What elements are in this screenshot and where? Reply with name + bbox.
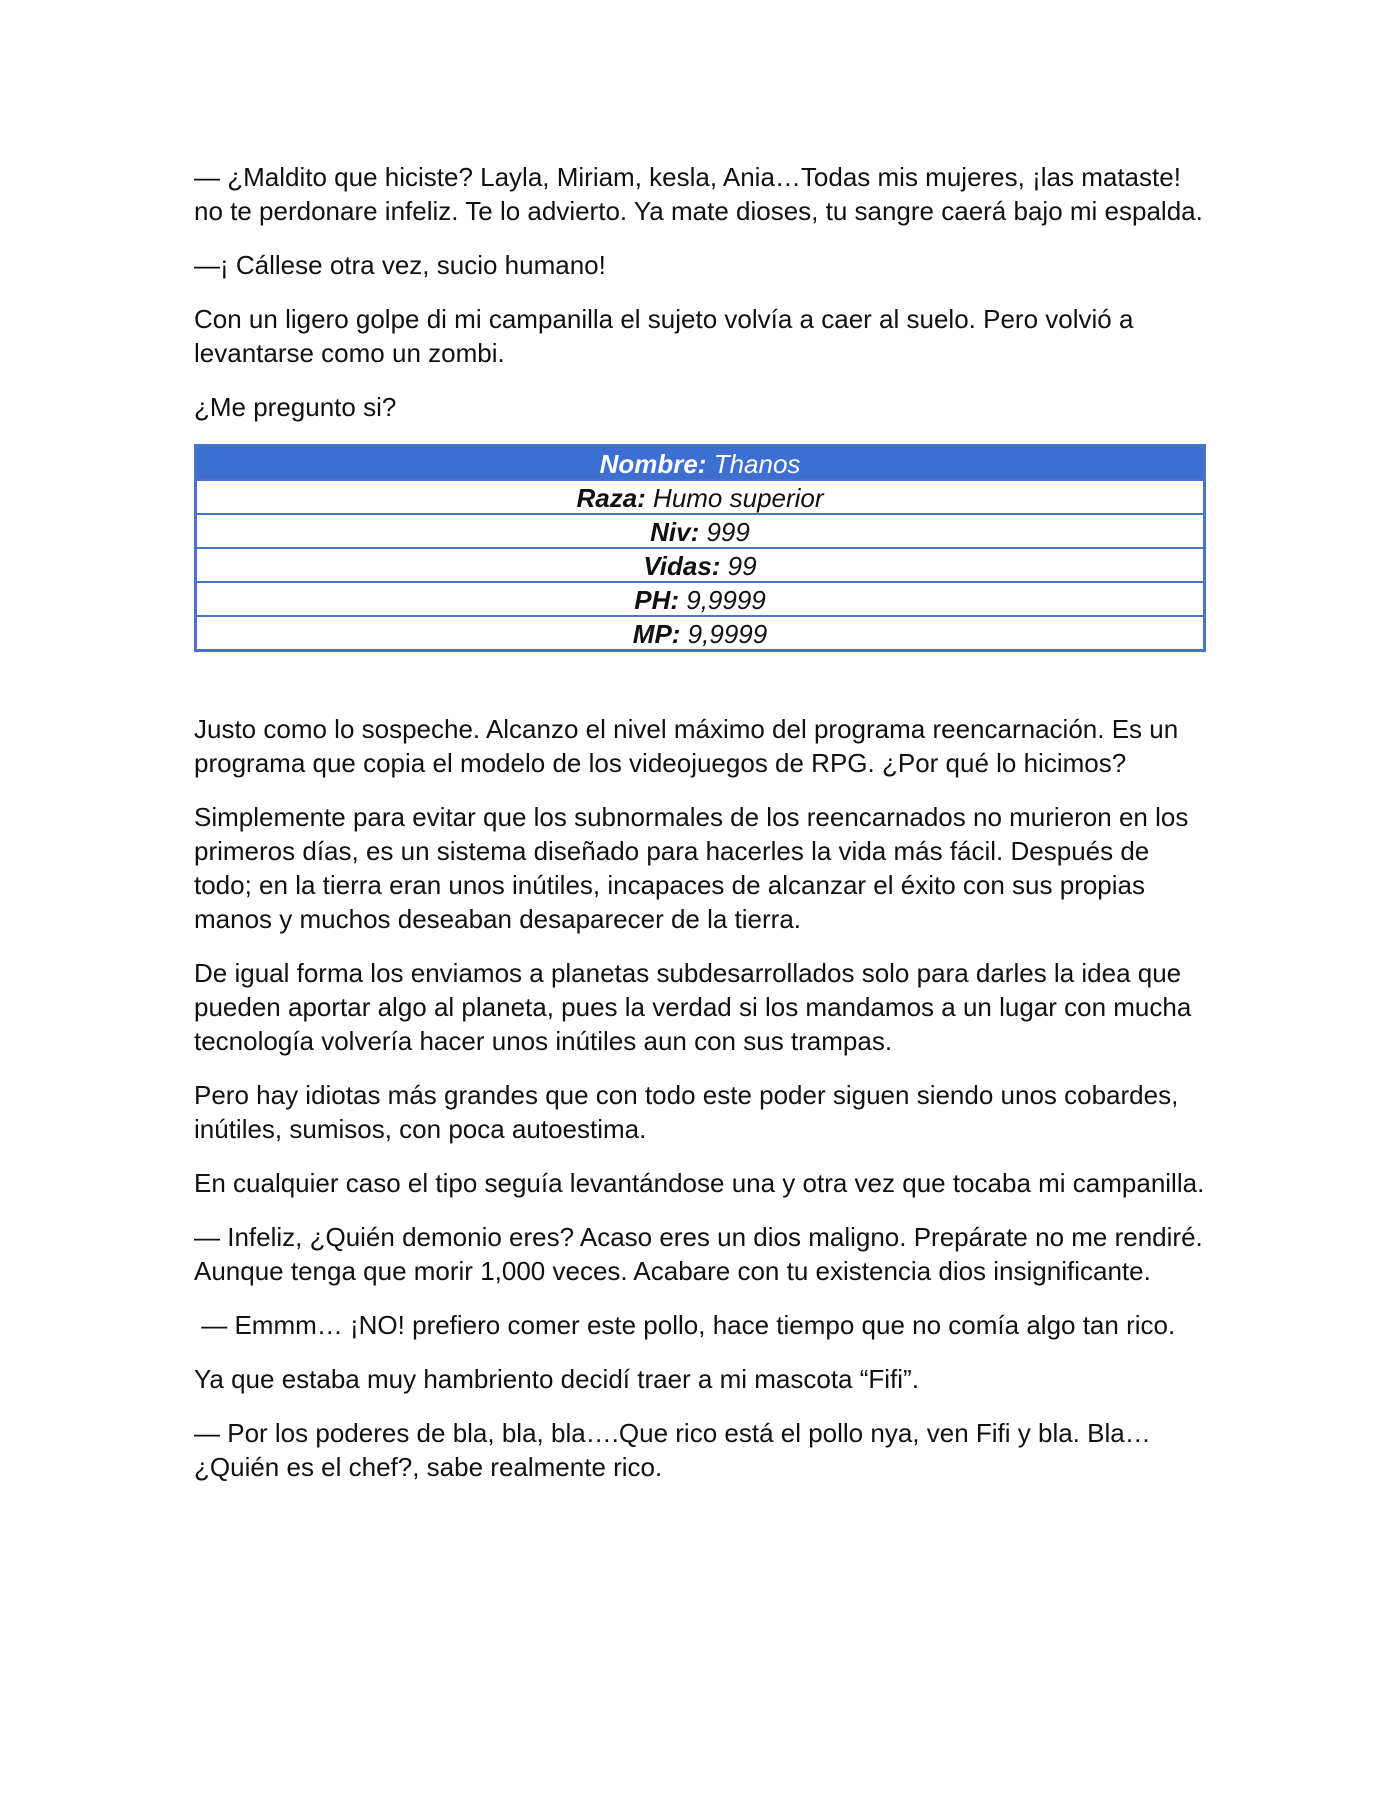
stats-row-ph xyxy=(196,582,1205,616)
stats-label: Raza: xyxy=(576,483,646,513)
character-stats-table xyxy=(194,444,1206,652)
stats-value: Humo superior xyxy=(645,483,824,513)
stats-row-raza xyxy=(196,480,1205,514)
paragraph: ¿Me pregunto si? xyxy=(194,392,397,422)
paragraph: Simplemente para evitar que los subnormales de los reencarnados no murieron en los primeros días, es un sistema diseñado para hacerles la vida más fácil. Después de todo; en la tierra eran unos inútiles, incapaces de alcanzar el éxito con sus propias manos y muchos deseaban desaparecer de la tierra. xyxy=(194,802,1196,934)
stats-value: 9,9999 xyxy=(680,619,768,649)
paragraph: Justo como lo sospeche. Alcanzo el nivel máximo del programa reencarnación. Es un programa que copia el modelo de los videojuegos de RPG. ¿Por qué lo hicimos? xyxy=(194,714,1186,778)
paragraph: Pero hay idiotas más grandes que con todo este poder siguen siendo unos cobardes, inútiles, sumisos, con poca autoestima. xyxy=(194,1080,1186,1144)
stats-row-vidas xyxy=(196,548,1205,582)
stats-row-mp xyxy=(196,616,1205,651)
stats-label: MP: xyxy=(632,619,681,649)
stats-row-niv xyxy=(196,514,1205,548)
paragraph: — Infeliz, ¿Quién demonio eres? Acaso eres un dios maligno. Prepárate no me rendiré. Aunque tenga que morir 1,000 veces. Acabare con tu existencia dios insignificante. xyxy=(194,1222,1209,1286)
stats-cell xyxy=(196,480,1205,514)
stats-label: Niv: xyxy=(650,517,700,547)
stats-value: 999 xyxy=(699,517,750,547)
paragraph: Con un ligero golpe di mi campanilla el sujeto volvía a caer al suelo. Pero volvió a levantarse como un zombi. xyxy=(194,304,1141,368)
stats-cell xyxy=(196,616,1205,651)
stats-value: 9,9999 xyxy=(679,585,766,615)
paragraph: — Por los poderes de bla, bla, bla….Que rico está el pollo nya, ven Fifi y bla. Bla… ¿Quién es el chef?, sabe realmente rico. xyxy=(194,1418,1158,1482)
stats-row-nombre xyxy=(196,446,1205,481)
paragraph: De igual forma los enviamos a planetas subdesarrollados solo para darles la idea que pueden aportar algo al planeta, pues la verdad si los mandamos a un lugar con mucha tecnología volvería hacer unos inútiles aun con sus trampas. xyxy=(194,958,1199,1056)
paragraph: — ¿Maldito que hiciste? Layla, Miriam, kesla, Ania…Todas mis mujeres, ¡las mataste! no te perdonare infeliz. Te lo advierto. Ya mate dioses, tu sangre caerá bajo mi espalda. xyxy=(194,162,1203,226)
stats-label: Vidas: xyxy=(643,551,721,581)
stats-cell xyxy=(196,514,1205,548)
paragraph: Ya que estaba muy hambriento decidí traer a mi mascota “Fifi”. xyxy=(194,1364,919,1394)
document-page xyxy=(194,160,1209,1504)
stats-cell xyxy=(196,446,1205,481)
stats-label: Nombre: xyxy=(599,449,707,479)
stats-value: Thanos xyxy=(706,449,801,479)
stats-cell xyxy=(196,548,1205,582)
paragraph: —¡ Cállese otra vez, sucio humano! xyxy=(194,250,606,280)
stats-label: PH: xyxy=(634,585,680,615)
paragraph: — Emmm… ¡NO! prefiero comer este pollo, hace tiempo que no comía algo tan rico. xyxy=(194,1310,1176,1340)
paragraph: En cualquier caso el tipo seguía levantándose una y otra vez que tocaba mi campanilla. xyxy=(194,1168,1205,1198)
stats-value: 99 xyxy=(720,551,757,581)
stats-cell xyxy=(196,582,1205,616)
